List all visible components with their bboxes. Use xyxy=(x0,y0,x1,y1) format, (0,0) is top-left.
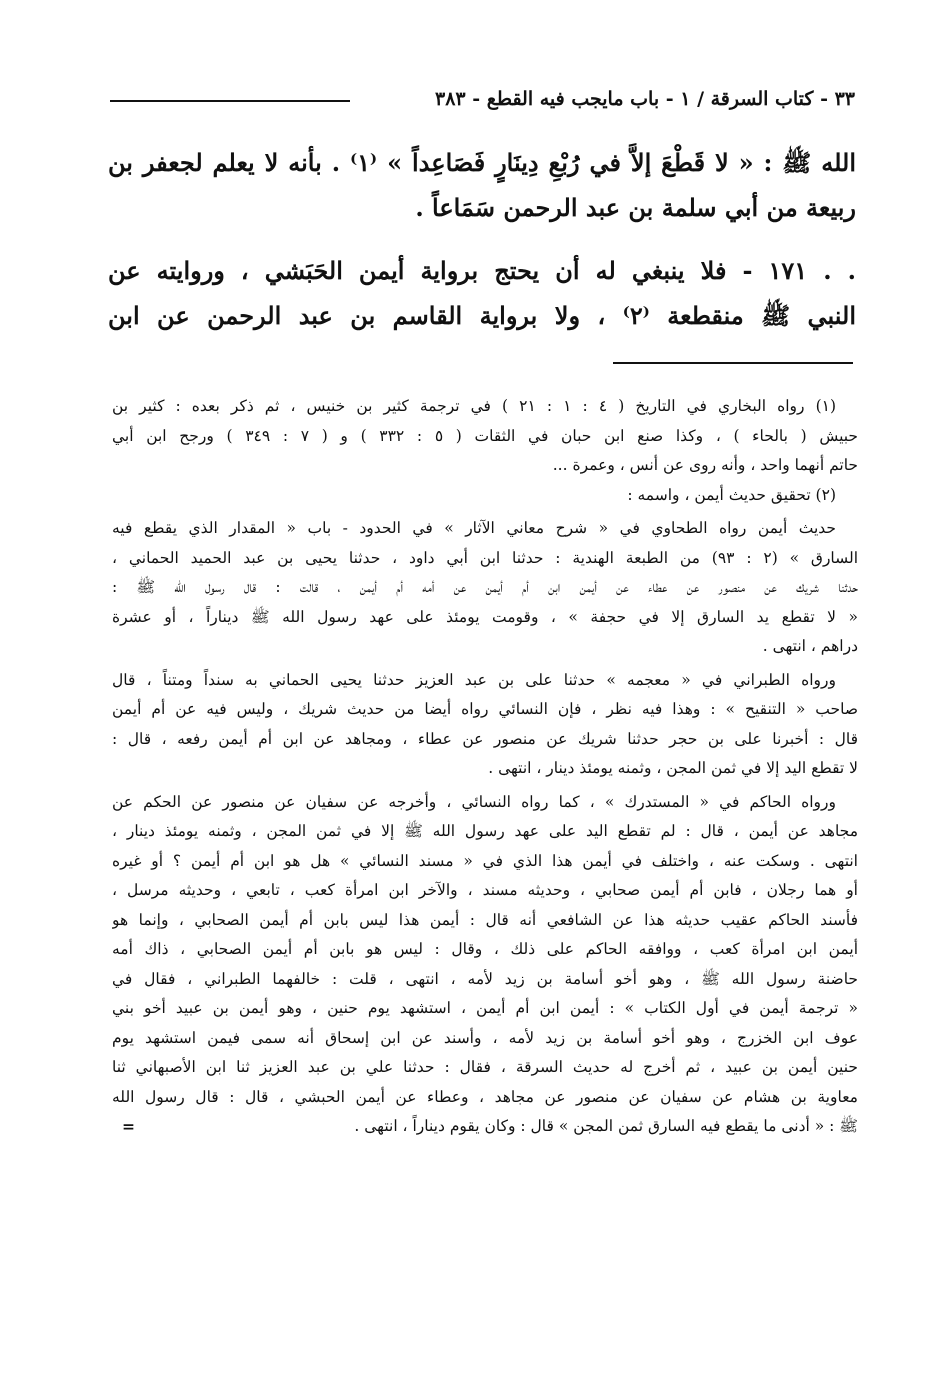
footnote-line: لا تقطع اليد إلا في ثمن المجن ، وثمنه يومئذ دينار ، انتهى . xyxy=(488,759,858,777)
main-line: ربيعة من أبي سلمة بن عبد الرحمن سَمَاعاً . xyxy=(415,193,856,222)
footnote-line: أيمن ابن امرأة كعب ، ووافقه الحاكم على ذلك ، وقال : ليس هو بابن أم أيمن الصحابي ، ذاك أمه xyxy=(112,940,858,958)
footnote-line: أو هما رجلان ، فابن أم أيمن صحابي ، وحديثه مسند ، والآخر ابن امرأة كعب ، تابعي ، وحديثه مرسل ، xyxy=(112,881,858,899)
main-line: . . ١٧١ - فلا ينبغي له أن يحتج برواية أيمن الحَبَشي ، وروايته عن xyxy=(108,256,856,285)
footnote-line: ورواه الطبراني في « معجمه » حدثنا على بن عبد العزيز حدثنا يحيى الحماني به سنداً ومتناً ، قال xyxy=(112,670,836,689)
footnote-line: حبيش ( بالحاء ) ، وكذا صنع ابن حبان في الثقات ( ٥ : ٣٣٢ ) و ( ٧ : ٣٤٩ ) ورجح ابن أبي xyxy=(112,426,858,445)
footnote-line: (١) رواه البخاري في التاريخ ( ٤ : ١ : ٢١ ) في ترجمة كثير بن خنيس ، ثم ذكر بعده : كثير بن xyxy=(112,397,837,415)
footnote-line: حديث أيمن رواه الطحاوي في « شرح معاني الآثار » في الحدود - باب « المقدار الذي يقطع فيه xyxy=(112,519,836,537)
main-line: النبي ﷺ منقطعة ⁽٢⁾ ، ولا برواية القاسم بن عبد الرحمن عن ابن xyxy=(108,301,856,330)
footnote-line: دراهم ، انتهى . xyxy=(762,637,858,655)
footnote-line: ورواه الحاكم في « المستدرك » ، كما رواه النسائي ، وأخرجه عن سفيان عن منصور عن الحكم عن xyxy=(112,792,836,811)
footnote-line: حاضنة رسول الله ﷺ ، وهو أخو أسامة بن زيد لأمه ، انتهى ، قلت : خالفهما الطبراني ، فقال في xyxy=(112,969,858,988)
footnote-line: صاحب « التنقيح » : وهذا فيه نظر ، فإن النسائي رواه أيضا من حديث شريك ، وليس فيه عن أم أيمن xyxy=(112,700,858,718)
continuation-mark: = xyxy=(122,1117,135,1136)
footnote-line: ﷺ : « أدنى ما يقطع فيه السارق ثمن المجن » قال : وكان يقوم ديناراً ، انتهى . xyxy=(354,1117,858,1135)
main-text xyxy=(108,140,856,338)
footnote-line: انتهى . وسكت عنه ، واختلف في أيمن هذا الذي في « مسند النسائي » هل هو ابن أم أيمن ؟ أو غيره xyxy=(112,851,858,870)
footnote-line: « لا تقطع يد السارق إلا في حجفة » ، وقومت يومئذ على عهد رسول الله ﷺ ديناراً ، أو عشرة xyxy=(112,607,858,626)
footnote-line: قال : أخبرنا على بن حجر حدثنا شريك عن منصور عن عطاء ، ومجاهد عن ابن أم أيمن رفعه ، قال : xyxy=(112,729,858,748)
footnote-line: حاتم أنهما واحد ، وأنه روى عن أنس ، وعمرة ... xyxy=(552,456,858,474)
main-line: الله ﷺ : « لا قَطْعَ إلاَّ في رُبْعِ دِينَارٍ فَصَاعِداً » ⁽١⁾ . بأنه لا يعلم لجعفر بن xyxy=(108,148,856,177)
footnote-separator xyxy=(613,362,853,364)
footnote-line: مجاهد عن أيمن ، قال : لم تقطع اليد على عهد رسول الله ﷺ إلا في ثمن المجن ، وثمنه يومئذ دينار ، xyxy=(112,822,858,840)
footnote-line: (٢) تحقيق حديث أيمن ، واسمه : xyxy=(627,485,836,504)
footnotes xyxy=(112,392,858,1142)
running-title: ٣٣ - كتاب السرقة / ١ - باب مايجب فيه القطع - ٣٨٣ xyxy=(435,88,855,110)
header-rule xyxy=(110,100,350,102)
footnote-line: معاوية بن هشام عن سفيان عن منصور عن مجاهد ، وعطاء عن أيمن الحبشي ، قال : قال رسول الله xyxy=(112,1087,858,1106)
footnote-line: حنين أيمن بن عبيد ، ثم أخرج له حديث السرقة ، فقال : حدثنا علي بن عبد العزيز ثنا ابن الأصبهاني ثنا xyxy=(112,1058,858,1076)
footnote-line: فأسند الحاكم عقيب حديثه هذا عن الشافعي أنه قال : أيمن هذا ليس بابن أم أيمن الصحابي ، وإنما هو xyxy=(112,910,858,929)
footnote-line: عوف ابن الخزرج ، وهو أخو أسامة بن زيد لأمه ، وأسند عن ابن إسحاق أنه سمى فيمن استشهد يوم xyxy=(112,1028,858,1047)
footnote-line: « ترجمة أيمن في أول الكتاب » : أيمن ابن أم أيمن ، استشهد يوم حنين ، وهو أيمن بن عبيد أخو بني xyxy=(112,999,858,1017)
footnote-line: حدثنا شريك عن منصور عن عطاء عن أيمن ابن أم أيمن عن أمه أم أيمن ، قالت : قال رسول الله ﷺ : xyxy=(112,578,858,596)
footnote-line: السارق » (٢ : ٩٣) من الطبعة الهندية : حدثنا ابن أبي داود ، حدثنا يحيى بن عبد الحميد الحماني ، xyxy=(112,548,858,567)
